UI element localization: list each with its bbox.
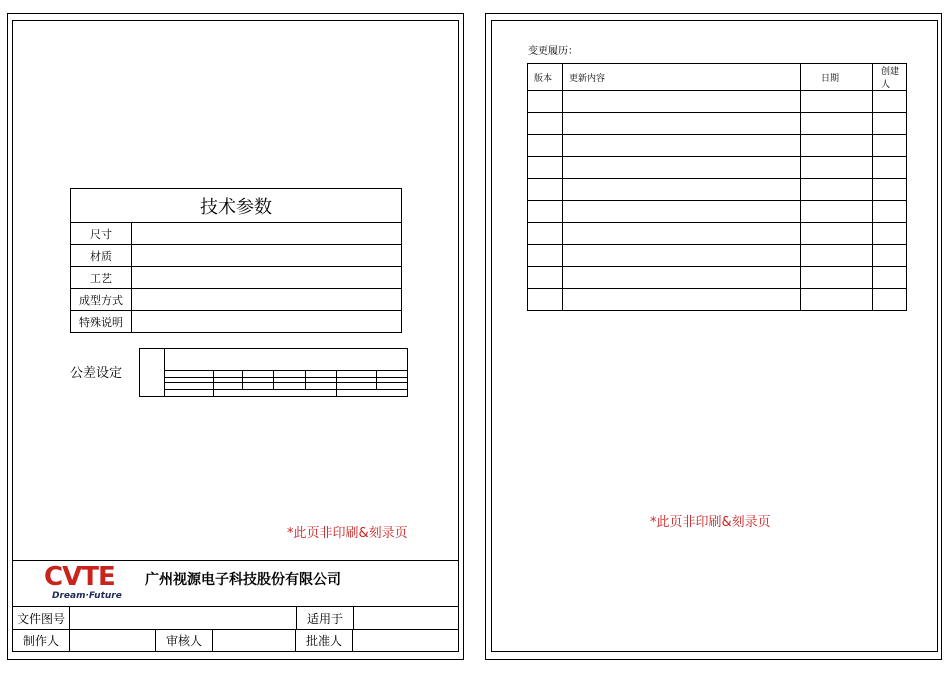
revision-title: 变更履历：: [528, 46, 578, 57]
maker-field[interactable]: [70, 630, 156, 652]
revision-row: [528, 91, 907, 113]
signature-table: [12, 629, 459, 652]
revision-header-version: 版本: [528, 64, 563, 91]
spec-label: 工艺: [71, 267, 132, 289]
revision-row: [528, 201, 907, 223]
spec-table-title: 技术参数: [71, 189, 402, 223]
title-block-table: [12, 606, 459, 630]
spec-table: [70, 188, 402, 333]
spec-label: 材质: [71, 245, 132, 267]
spec-row: [71, 245, 402, 267]
tolerance-label: 公差设定: [70, 366, 123, 381]
spec-row: [71, 223, 402, 245]
spec-label: 特殊说明: [71, 311, 132, 333]
spec-value[interactable]: [132, 245, 402, 267]
title-block-divider: [12, 560, 459, 561]
spec-row: [71, 267, 402, 289]
revision-row: [528, 135, 907, 157]
revision-header-date: 日期: [801, 64, 873, 91]
revision-row: [528, 289, 907, 311]
drawing-no-field[interactable]: [70, 607, 297, 630]
company-name: 广州视源电子科技股份有限公司: [145, 572, 341, 588]
spec-row: [71, 289, 402, 311]
tolerance-block: [139, 348, 408, 397]
non-print-notice-right: *此页非印刷&刻录页: [650, 515, 771, 530]
spec-label: 尺寸: [71, 223, 132, 245]
applies-to-field[interactable]: [354, 607, 459, 630]
revision-row: [528, 113, 907, 135]
spec-value[interactable]: [132, 311, 402, 333]
spec-value[interactable]: [132, 289, 402, 311]
revision-header-creator: 创建人: [873, 64, 907, 91]
revision-row: [528, 223, 907, 245]
revision-row: [528, 245, 907, 267]
revision-row: [528, 179, 907, 201]
revision-row: [528, 267, 907, 289]
reviewer-label: 审核人: [156, 630, 213, 652]
revision-header-content: 更新内容: [563, 64, 801, 91]
drawing-no-label: 文件图号: [13, 607, 70, 630]
spec-row: [71, 311, 402, 333]
spec-label: 成型方式: [71, 289, 132, 311]
approver-field[interactable]: [353, 630, 459, 652]
revision-header-row: [528, 64, 907, 91]
spec-value[interactable]: [132, 223, 402, 245]
logo-tagline: Dream·Future: [52, 591, 122, 601]
non-print-notice: *此页非印刷&刻录页: [287, 526, 408, 541]
left-page-inner-frame: [12, 20, 459, 652]
applies-to-label: 适用于: [297, 607, 354, 630]
spec-value[interactable]: [132, 267, 402, 289]
logo-text: CVTE: [44, 562, 115, 592]
maker-label: 制作人: [13, 630, 70, 652]
reviewer-field[interactable]: [213, 630, 296, 652]
revision-row: [528, 157, 907, 179]
approver-label: 批准人: [296, 630, 353, 652]
cvte-logo: [44, 563, 124, 603]
revision-table: [527, 63, 907, 311]
